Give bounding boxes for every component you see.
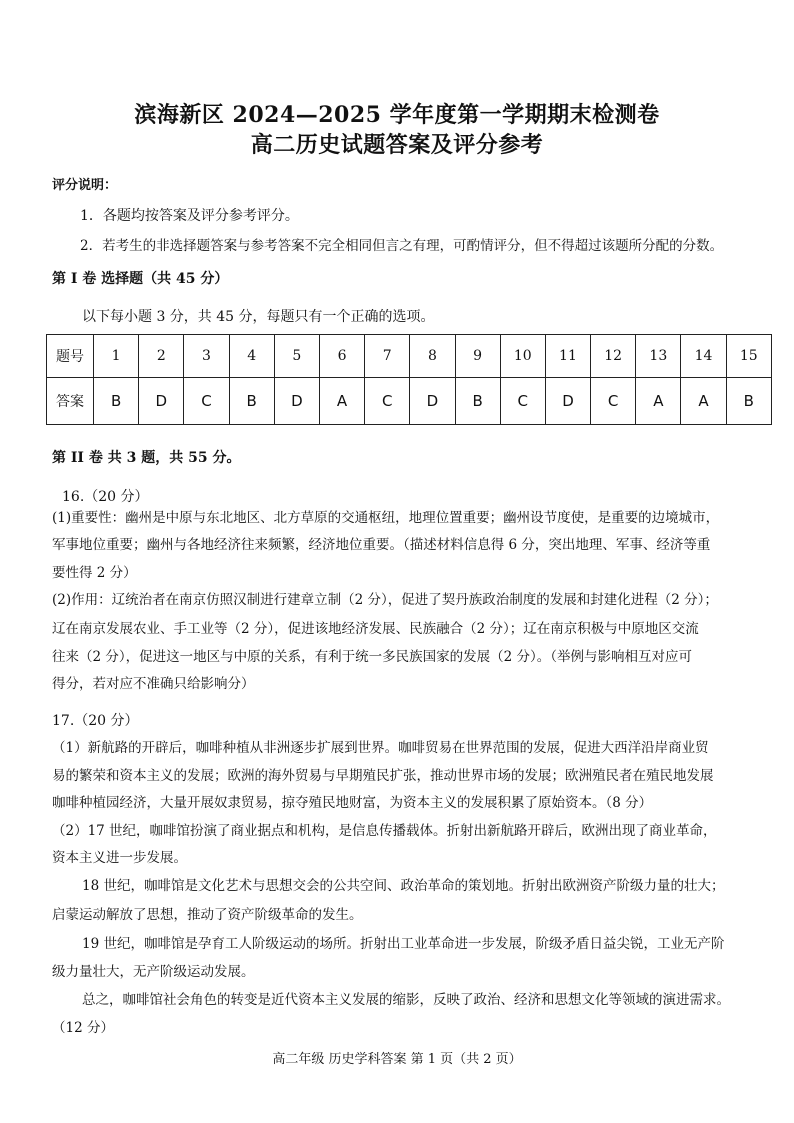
scoring-note-2: 2．若考生的非选择题答案与参考答案不完全相同但言之有理，可酌情评分，但不得超过该题所分配的分数。 [80, 238, 724, 254]
question-number: 15 [726, 335, 771, 378]
q16-header: 16.（20 分） [62, 489, 149, 505]
q16-line: 往来（2 分），促进这一地区与中原的关系，有利于统一多民族国家的发展（2 分）。（举例与影响相互对应可 [52, 649, 693, 665]
scoring-note-1: 1．各题均按答案及评分参考评分。 [80, 208, 299, 224]
answer-cell: C [591, 378, 636, 425]
question-number: 12 [591, 335, 636, 378]
q17-line: 级力量壮大，无产阶级运动发展。 [52, 964, 255, 980]
q16-line: (2)作用：辽统治者在南京仿照汉制进行建章立制（2 分），促进了契丹族政治制度的发展和封建化进程（2 分）； [52, 592, 718, 608]
q17-line: 19 世纪，咖啡馆是孕育工人阶级运动的场所。折射出工业革命进一步发展，阶级矛盾日益尖锐，工业无产阶 [82, 936, 725, 952]
row-label-number: 题号 [47, 335, 94, 378]
answer-cell: B [229, 378, 274, 425]
answer-cell: D [545, 378, 590, 425]
q17-line: （2）17 世纪，咖啡馆扮演了商业据点和机构，是信息传播载体。折射出新航路开辟后，欧洲出现了商业革命， [52, 823, 717, 839]
question-number: 10 [500, 335, 545, 378]
question-number: 4 [229, 335, 274, 378]
answer-cell: D [274, 378, 319, 425]
question-number: 14 [681, 335, 726, 378]
page-footer: 高二年级 历史学科答案 第 1 页（共 2 页） [272, 1052, 522, 1067]
page-title: 滨海新区 2024—2025 学年度第一学期期末检测卷 [134, 102, 660, 128]
q17-header: 17.（20 分） [52, 713, 139, 729]
question-number: 1 [94, 335, 139, 378]
answer-cell: A [319, 378, 364, 425]
question-number: 7 [365, 335, 410, 378]
answer-cell: D [410, 378, 455, 425]
answer-cell: A [636, 378, 681, 425]
question-number: 11 [545, 335, 590, 378]
question-number: 9 [455, 335, 500, 378]
q16-line: 要性得 2 分） [52, 565, 137, 581]
question-number: 3 [184, 335, 229, 378]
table-row-numbers [47, 335, 772, 378]
question-number: 2 [139, 335, 184, 378]
answer-cell: D [139, 378, 184, 425]
answer-cell: A [681, 378, 726, 425]
question-number: 5 [274, 335, 319, 378]
q17-line: （12 分） [52, 1020, 114, 1036]
q16-line: (1)重要性：幽州是中原与东北地区、北方草原的交通枢纽，地理位置重要；幽州设节度使，是重要的边境城市， [52, 510, 720, 526]
answer-cell: B [455, 378, 500, 425]
q17-line: 易的繁荣和资本主义的发展；欧洲的海外贸易与早期殖民扩张，推动世界市场的发展；欧洲殖民者在殖民地发展 [52, 768, 714, 784]
page-subtitle: 高二历史试题答案及评分参考 [250, 132, 544, 158]
row-label-answer: 答案 [47, 378, 94, 425]
answer-table [46, 334, 772, 425]
q17-line: 资本主义进一步发展。 [52, 850, 187, 866]
question-number: 13 [636, 335, 681, 378]
q16-line: 辽在南京发展农业、手工业等（2 分），促进该地经济发展、民族融合（2 分）；辽在南京积极与中原地区交流 [52, 621, 699, 637]
answer-cell: C [500, 378, 545, 425]
answer-cell: C [184, 378, 229, 425]
answer-cell: B [726, 378, 771, 425]
question-number: 6 [319, 335, 364, 378]
q16-line: 得分，若对应不准确只给影响分） [52, 676, 255, 692]
q17-line: 18 世纪，咖啡馆是文化艺术与思想交会的公共空间、政治革命的策划地。折射出欧洲资产阶级力量的壮大； [82, 878, 725, 894]
table-row-answers [47, 378, 772, 425]
scoring-notes-heading: 评分说明： [52, 178, 118, 193]
question-number: 8 [410, 335, 455, 378]
q17-line: 启蒙运动解放了思想，推动了资产阶级革命的发生。 [52, 907, 363, 923]
answer-cell: C [365, 378, 410, 425]
q17-line: （1）新航路的开辟后，咖啡种植从非洲逐步扩展到世界。咖啡贸易在世界范围的发展，促进大西洋沿岸商业贸 [52, 740, 709, 756]
q17-line: 咖啡种植园经济，大量开展奴隶贸易，掠夺殖民地财富，为资本主义的发展积累了原始资本。（8 分） [52, 795, 653, 811]
part1-heading: 第 I 卷 选择题（共 45 分） [52, 271, 229, 287]
part1-instruction: 以下每小题 3 分，共 45 分，每题只有一个正确的选项。 [82, 309, 435, 325]
part2-heading: 第 II 卷 共 3 题，共 55 分。 [52, 450, 241, 466]
q17-line: 总之，咖啡馆社会角色的转变是近代资本主义发展的缩影，反映了政治、经济和思想文化等领域的演进需求。 [82, 992, 730, 1008]
answer-cell: B [94, 378, 139, 425]
q16-line: 军事地位重要；幽州与各地经济往来频繁，经济地位重要。（描述材料信息得 6 分，突出地理、军事、经济等重 [52, 537, 711, 553]
